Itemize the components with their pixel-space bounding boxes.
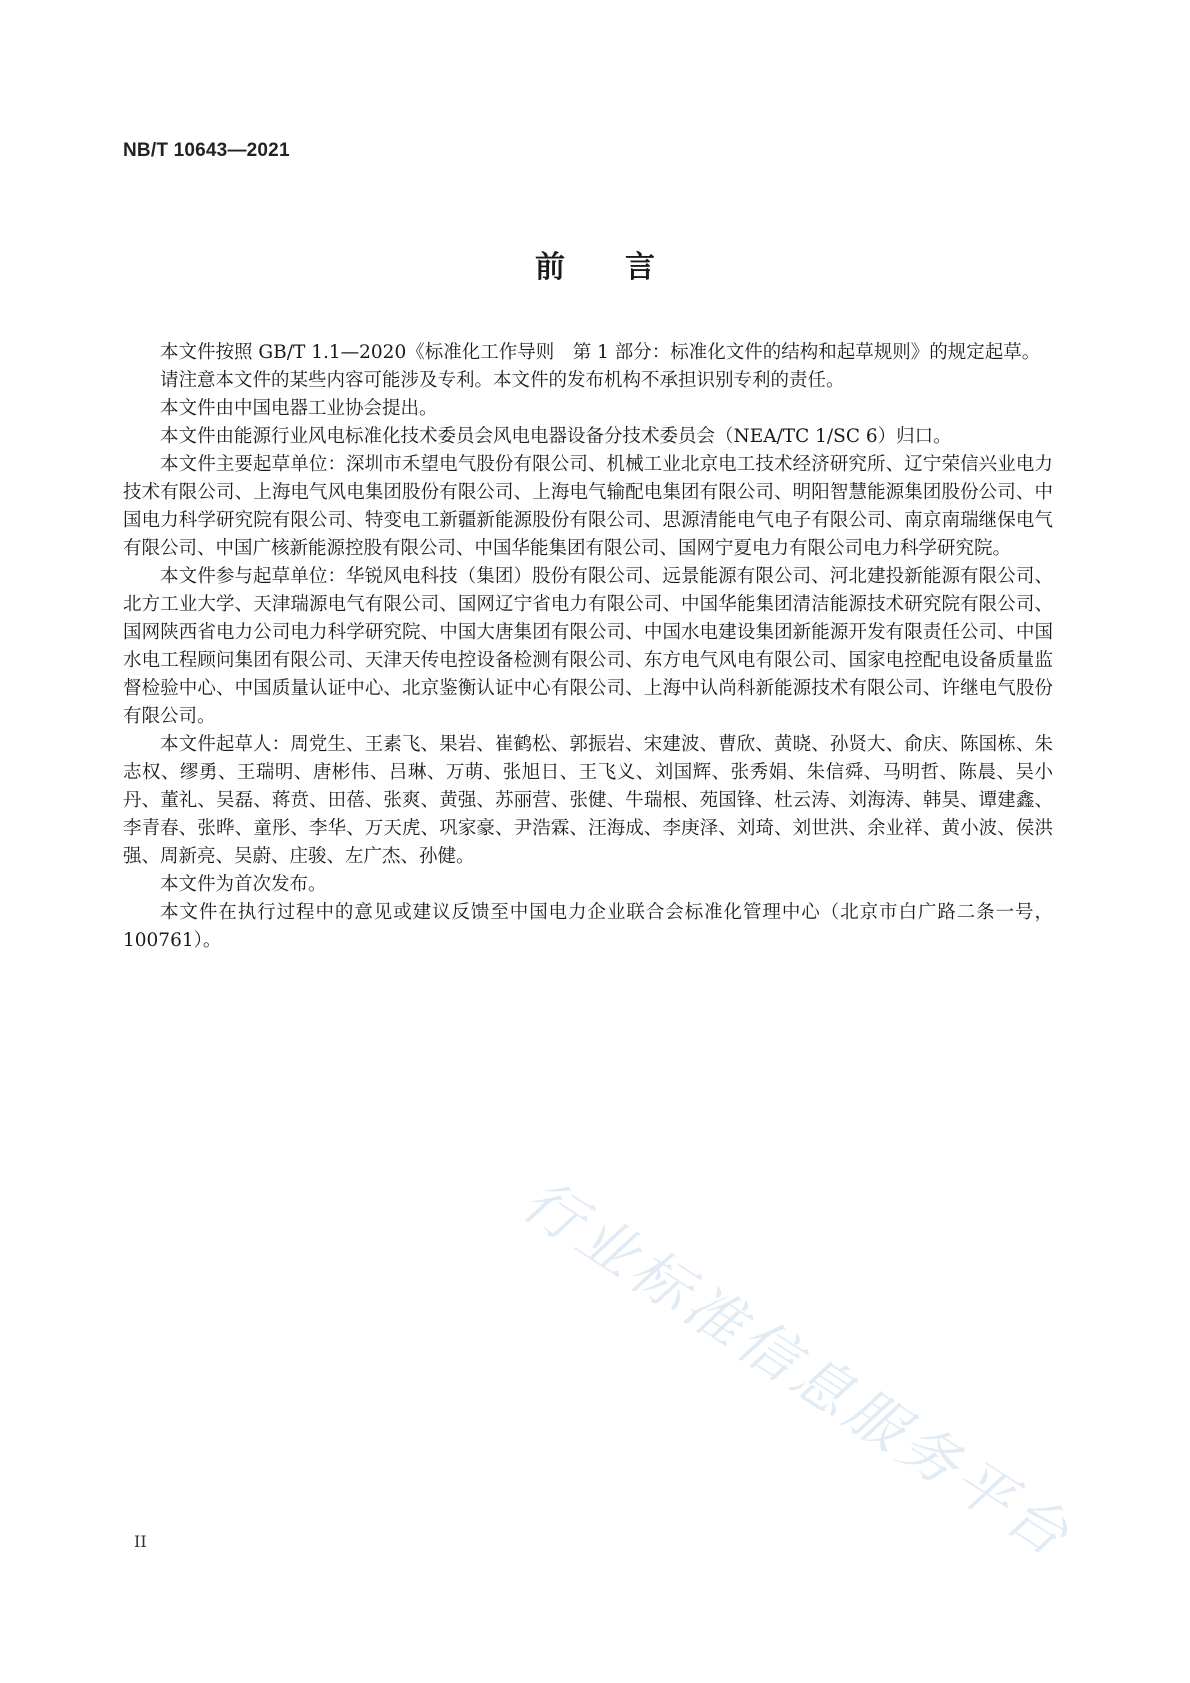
paragraph-feedback: 本文件在执行过程中的意见或建议反馈至中国电力企业联合会标准化管理中心（北京市白广路二条一号，100761）。	[123, 902, 1053, 951]
paragraph-drafting-rules: 本文件按照 GB/T 1.1—2020《标准化工作导则 第 1 部分：标准化文件的结构和起草规则》的规定起草。	[160, 342, 1041, 363]
paragraph-participating-units: 本文件参与起草单位：华锐风电科技（集团）股份有限公司、远景能源有限公司、河北建投新能源有限公司、北方工业大学、天津瑞源电气有限公司、国网辽宁省电力有限公司、中国华能集团清洁能源技术研究院有限公司、国网陕西省电力公司电力科学研究院、中国大唐集团有限公司、中国水电建设集团新能源开发有限责任公司、中国水电工程顾问集团有限公司、天津天传电控设备检测有限公司、东方电气风电有限公司、国家电控配电设备质量监督检验中心、中国质量认证中心、北京鉴衡认证中心有限公司、上海中认尚科新能源技术有限公司、许继电气股份有限公司。	[123, 566, 1053, 727]
paragraph-proposer: 本文件由中国电器工业协会提出。	[160, 398, 438, 419]
foreword-body	[123, 339, 1053, 955]
paragraph-first-release: 本文件为首次发布。	[160, 874, 327, 895]
page-number: II	[134, 1532, 147, 1551]
watermark: 行业标准信息服务平台	[510, 1165, 1085, 1572]
paragraph-drafters: 本文件起草人：周党生、王素飞、果岩、崔鹤松、郭振岩、宋建波、曹欣、黄晓、孙贤大、俞庆、陈国栋、朱志权、缪勇、王瑞明、唐彬伟、吕琳、万萌、张旭日、王飞义、刘国辉、张秀娟、朱信舜、马明哲、陈晨、吴小丹、董礼、吴磊、蒋贲、田蓓、张爽、黄强、苏丽营、张健、牛瑞根、苑国锋、杜云涛、刘海涛、韩昊、谭建鑫、李青春、张晔、童彤、李华、万天虎、巩家豪、尹浩霖、汪海成、李庚泽、刘琦、刘世洪、余业祥、黄小波、侯洪强、周新亮、吴蔚、庄骏、左广杰、孙健。	[123, 734, 1053, 867]
paragraph-patent-notice: 请注意本文件的某些内容可能涉及专利。本文件的发布机构不承担识别专利的责任。	[160, 370, 845, 391]
paragraph-committee: 本文件由能源行业风电标准化技术委员会风电电器设备分技术委员会（NEA/TC 1/SC 6）归口。	[160, 426, 952, 447]
standard-number: NB/T 10643—2021	[123, 140, 290, 161]
paragraph-main-drafting-units: 本文件主要起草单位：深圳市禾望电气股份有限公司、机械工业北京电工技术经济研究所、辽宁荣信兴业电力技术有限公司、上海电气风电集团股份有限公司、上海电气输配电集团有限公司、明阳智慧能源集团股份公司、中国电力科学研究院有限公司、特变电工新疆新能源股份有限公司、思源清能电气电子有限公司、南京南瑞继保电气有限公司、中国广核新能源控股有限公司、中国华能集团有限公司、国网宁夏电力有限公司电力科学研究院。	[123, 454, 1053, 559]
page-title: 前言	[535, 250, 715, 285]
